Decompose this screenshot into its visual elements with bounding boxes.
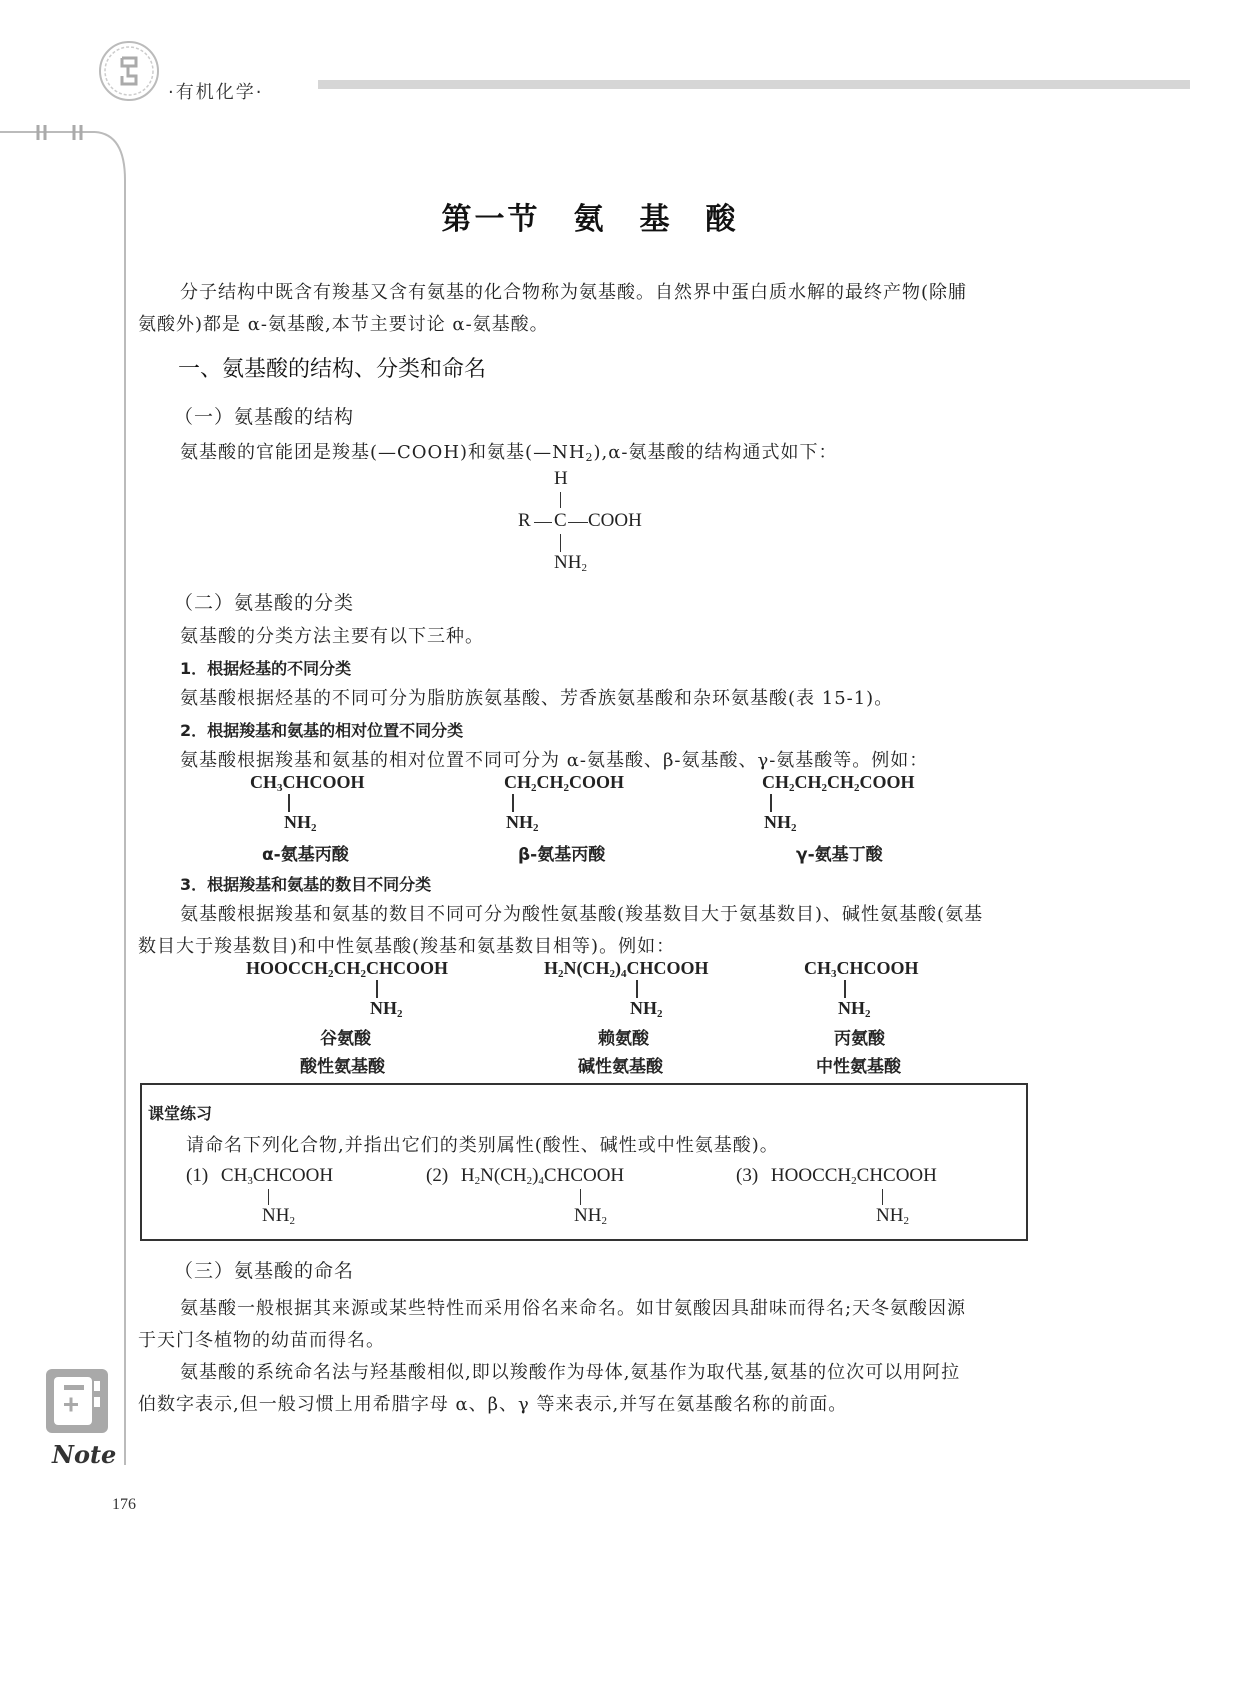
beta-alanine-formula [504,772,664,832]
exercise-title: 课堂练习 [148,1104,213,1123]
note-book-icon [44,1367,110,1435]
formula-text: $HOOCCH_2CHCOOH$ [770,1165,937,1187]
bond [376,980,378,998]
bond [636,980,638,998]
intro-line-1: 分子结构中既含有羧基又含有氨基的化合物称为氨基酸。自然界中蛋白质水解的最终产物(除脯 [180,282,968,303]
formula-text: $CH_3CHCOOH$ [250,772,365,794]
formula-nh: NH [554,552,582,573]
alpha-alanine-name: α-氨基丙酸 [262,845,349,865]
formula-nh2: $NH_2$ [284,812,317,834]
exercise-item-2 [426,1165,686,1225]
method-1-text: 氨基酸根据烃基的不同可分为脂肪族氨基酸、芳香族氨基酸和杂环氨基酸(表 15-1)。 [180,688,894,709]
naming-p1-line-2: 于天门冬植物的幼苗而得名。 [138,1330,385,1351]
alanine-name: 丙氨酸 [834,1029,885,1049]
exercise-label-2: (2) [426,1165,449,1186]
lysine-formula [544,958,744,1018]
page-number: 176 [112,1496,136,1513]
bond [512,794,514,812]
subsection-heading-1: （一）氨基酸的结构 [174,406,355,428]
bond-left [534,522,552,523]
formula-text: $CH_2CH_2CH_2COOH$ [762,772,915,794]
beta-alanine-name: β-氨基丙酸 [518,845,606,865]
alpha-alanine-formula [250,772,410,832]
header-chapter: ·有机化学· [168,82,264,103]
formula-text: $CH_3CHCOOH$ [804,958,919,980]
header-logo [98,40,160,102]
structure-text-c: ),α-氨基酸的结构通式如下： [593,442,838,463]
exercise-label-3: (3) [736,1165,759,1186]
alanine-type: 中性氨基酸 [816,1057,901,1077]
formula-nh2: $NH_2$ [370,998,403,1020]
formula-nh2: $NH_2$ [630,998,663,1020]
exercise-item-3 [736,1165,1016,1225]
formula-text: $HOOCCH_2CH_2CHCOOH$ [246,958,449,980]
method-2-heading: 2．根据羧基和氨基的相对位置不同分类 [180,721,464,740]
bond [580,1189,581,1205]
glutamic-acid-name: 谷氨酸 [320,1029,371,1049]
exercise-box [140,1083,1028,1241]
exercise-label-1: (1) [186,1165,209,1186]
glutamic-acid-formula [246,958,476,1018]
lysine-name: 赖氨酸 [598,1029,649,1049]
bond [844,980,846,998]
formula-cooh: COOH [588,510,642,531]
section-heading: 一、氨基酸的结构、分类和命名 [178,357,487,382]
method-3-text-1: 氨基酸根据羧基和氨基的数目不同可分为酸性氨基酸(羧基数目大于氨基数目)、碱性氨基酸(氨基 [180,904,984,925]
method-3-text-2: 数目大于羧基数目)和中性氨基酸(羧基和氨基数目相等)。例如： [138,936,676,957]
formula-text: $H_2N(CH_2)_4CHCOOH$ [544,958,709,980]
header-rule [318,80,1190,89]
formula-text: $CH_3CHCOOH$ [220,1165,334,1187]
formula-nh2: $NH_2$ [574,1205,607,1227]
naming-p2-line-1: 氨基酸的系统命名法与羟基酸相似,即以羧酸作为母体,氨基作为取代基,氨基的位次可以用阿拉 [180,1362,961,1383]
formula-text: $H_2N(CH_2)_4CHCOOH$ [460,1165,625,1187]
alanine-formula [804,958,964,1018]
method-2-text: 氨基酸根据羧基和氨基的相对位置不同可分为 α-氨基酸、β-氨基酸、γ-氨基酸等。例如： [180,750,929,771]
bond [882,1189,883,1205]
nh2-subscript: 2 [585,451,594,464]
method-3-heading: 3．根据羧基和氨基的数目不同分类 [180,875,432,894]
formula-r: R [518,510,531,531]
bond-right [568,522,588,523]
structure-text [180,436,838,475]
lysine-type: 碱性氨基酸 [578,1057,663,1077]
glutamic-acid-type: 酸性氨基酸 [300,1057,385,1077]
note-label: Note [52,1440,117,1469]
formula-nh2: $NH_2$ [764,812,797,834]
formula-nh2: $NH_2$ [262,1205,295,1227]
formula-nh2: $NH_2$ [876,1205,909,1227]
bond [770,794,772,812]
subsection-heading-3: （三）氨基酸的命名 [174,1260,355,1282]
classification-intro: 氨基酸的分类方法主要有以下三种。 [180,626,484,647]
naming-p1-line-1: 氨基酸一般根据其来源或某些特性而采用俗名来命名。如甘氨酸因具甜味而得名;天冬氨酸因源 [180,1298,967,1319]
exercise-prompt: 请命名下列化合物,并指出它们的类别属性(酸性、碱性或中性氨基酸)。 [186,1135,779,1156]
gamma-aminobutyric-formula [762,772,962,832]
intro-line-2: 氨酸外)都是 α-氨基酸,本节主要讨论 α-氨基酸。 [138,314,549,335]
exercise-item-1 [186,1165,406,1225]
page-title: 第一节 氨 基 酸 [441,202,739,237]
nh2-group: —NH [533,442,586,463]
cooh-group: —COOH [378,442,461,463]
naming-p2-line-2: 伯数字表示,但一般习惯上用希腊字母 α、β、γ 等来表示,并写在氨基酸名称的前面。 [138,1394,848,1415]
structure-text-a: 氨基酸的官能团是羧基( [180,442,379,463]
general-formula [516,468,676,578]
bond-top [560,492,561,508]
structure-text-b: )和氨基( [460,442,534,463]
formula-nh-sub: 2 [581,562,587,574]
bond [268,1189,269,1205]
bond [288,794,290,812]
formula-nh2: $NH_2$ [506,812,539,834]
formula-h: H [554,468,568,489]
formula-c: C [554,510,567,531]
method-1-heading: 1．根据烃基的不同分类 [180,659,352,678]
formula-text: $CH_2CH_2COOH$ [504,772,625,794]
margin-decoration [0,120,130,1500]
bond-bottom [560,534,561,552]
formula-nh2 [554,552,587,574]
gamma-aminobutyric-name: γ-氨基丁酸 [796,845,883,865]
medical-cross-emblem-icon [98,40,160,102]
subsection-heading-2: （二）氨基酸的分类 [174,592,355,614]
formula-nh2: $NH_2$ [838,998,871,1020]
